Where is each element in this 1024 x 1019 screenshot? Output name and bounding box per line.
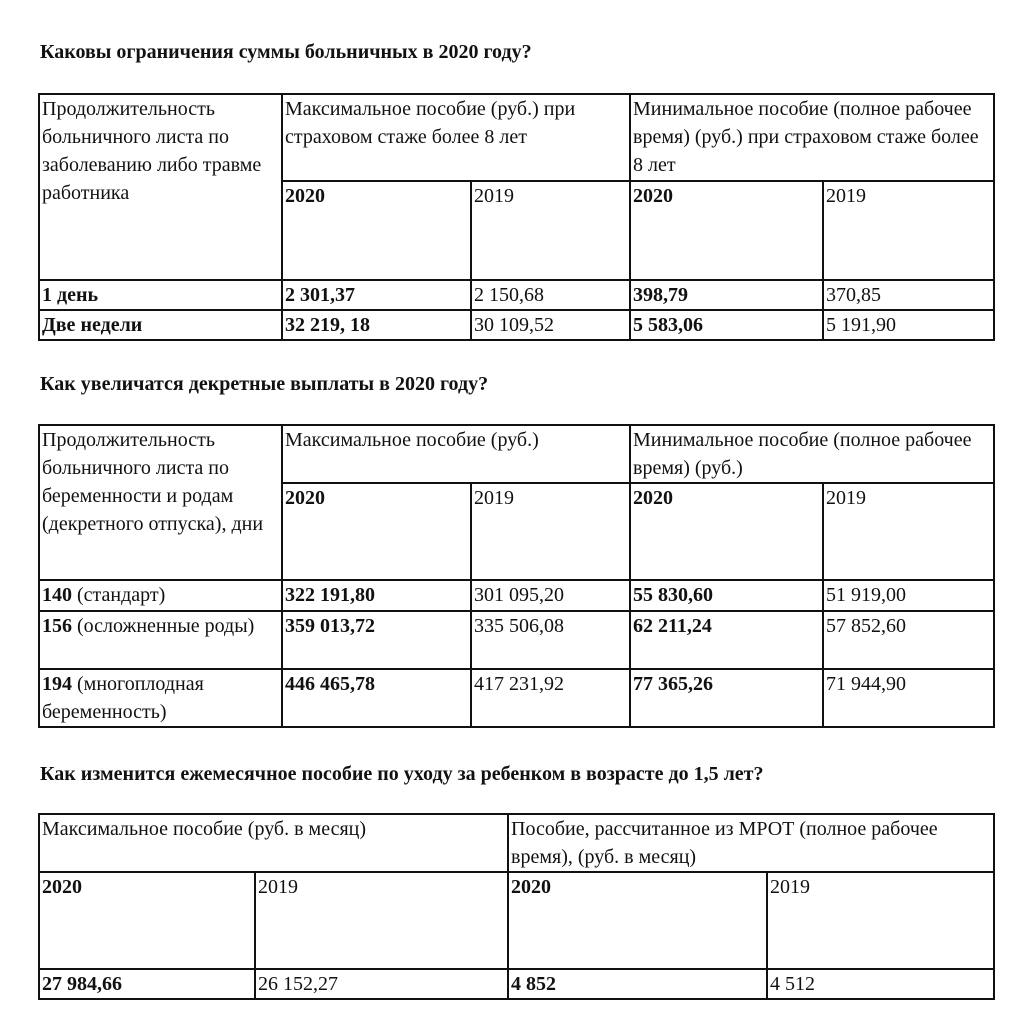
value-cell: 2 150,68 bbox=[471, 280, 630, 310]
section3-title: Как изменится ежемесячное пособие по уходу за ребенком в возрасте до 1,5 лет? bbox=[40, 763, 764, 785]
year-2019-header: 2019 bbox=[255, 872, 508, 969]
year-2020-header: 2020 bbox=[630, 483, 823, 580]
row-label: Две недели bbox=[39, 310, 282, 340]
maternity-benefits-table bbox=[38, 424, 995, 728]
min-benefit-header: Минимальное пособие (полное рабочее время) (руб.) bbox=[630, 425, 994, 483]
value-cell: 62 211,24 bbox=[630, 611, 823, 669]
value-cell: 77 365,26 bbox=[630, 669, 823, 727]
table-row bbox=[39, 969, 994, 999]
duration-header: Продолжительность больничного листа по беременности и родам (декретного отпуска), дни bbox=[39, 425, 282, 580]
mrot-benefit-header: Пособие, рассчитанное из МРОТ (полное рабочее время), (руб. в месяц) bbox=[508, 814, 994, 872]
days-note: (многоплодная беременность) bbox=[42, 673, 204, 723]
year-2020-header: 2020 bbox=[282, 483, 471, 580]
year-header-row bbox=[39, 872, 994, 969]
value-cell: 4 852 bbox=[508, 969, 767, 999]
year-2020-header: 2020 bbox=[508, 872, 767, 969]
row-label bbox=[39, 669, 282, 727]
year-2020-header: 2020 bbox=[39, 872, 255, 969]
value-cell: 370,85 bbox=[823, 280, 994, 310]
value-cell: 417 231,92 bbox=[471, 669, 630, 727]
days-note: (осложненные роды) bbox=[77, 615, 255, 637]
value-cell: 301 095,20 bbox=[471, 580, 630, 611]
sick-leave-limits-table bbox=[38, 93, 995, 341]
min-benefit-header: Минимальное пособие (полное рабочее время) (руб.) при страховом стаже более 8 лет bbox=[630, 94, 994, 181]
value-cell: 322 191,80 bbox=[282, 580, 471, 611]
table-row bbox=[39, 580, 994, 611]
value-cell: 4 512 bbox=[767, 969, 994, 999]
row-label bbox=[39, 580, 282, 611]
max-benefit-header: Максимальное пособие (руб.) при страховом стаже более 8 лет bbox=[282, 94, 630, 181]
value-cell: 359 013,72 bbox=[282, 611, 471, 669]
year-2019-header: 2019 bbox=[767, 872, 994, 969]
row-label bbox=[39, 611, 282, 669]
value-cell: 446 465,78 bbox=[282, 669, 471, 727]
max-benefit-header: Максимальное пособие (руб. в месяц) bbox=[39, 814, 508, 872]
section2-title: Как увеличатся декретные выплаты в 2020 году? bbox=[40, 373, 489, 395]
value-cell: 71 944,90 bbox=[823, 669, 994, 727]
year-2019-header: 2019 bbox=[471, 181, 630, 280]
value-cell: 26 152,27 bbox=[255, 969, 508, 999]
days-value: 156 bbox=[42, 615, 72, 637]
days-note: (стандарт) bbox=[77, 584, 166, 606]
year-2020-header: 2020 bbox=[282, 181, 471, 280]
value-cell: 55 830,60 bbox=[630, 580, 823, 611]
value-cell: 398,79 bbox=[630, 280, 823, 310]
days-value: 194 bbox=[42, 673, 72, 695]
value-cell: 2 301,37 bbox=[282, 280, 471, 310]
value-cell: 32 219, 18 bbox=[282, 310, 471, 340]
table-header-row bbox=[39, 425, 994, 483]
value-cell: 5 191,90 bbox=[823, 310, 994, 340]
table-row bbox=[39, 310, 994, 340]
section1-title: Каковы ограничения суммы больничных в 2020 году? bbox=[40, 41, 532, 63]
table-row bbox=[39, 669, 994, 727]
table-header-row bbox=[39, 814, 994, 872]
table-header-row bbox=[39, 94, 994, 181]
year-2019-header: 2019 bbox=[471, 483, 630, 580]
max-benefit-header: Максимальное пособие (руб.) bbox=[282, 425, 630, 483]
days-value: 140 bbox=[42, 584, 72, 606]
value-cell: 335 506,08 bbox=[471, 611, 630, 669]
year-2020-header: 2020 bbox=[630, 181, 823, 280]
table-row bbox=[39, 611, 994, 669]
table-row bbox=[39, 280, 994, 310]
value-cell: 51 919,00 bbox=[823, 580, 994, 611]
row-label: 1 день bbox=[39, 280, 282, 310]
year-2019-header: 2019 bbox=[823, 483, 994, 580]
year-2019-header: 2019 bbox=[823, 181, 994, 280]
value-cell: 27 984,66 bbox=[39, 969, 255, 999]
value-cell: 5 583,06 bbox=[630, 310, 823, 340]
childcare-allowance-table bbox=[38, 813, 995, 1000]
value-cell: 57 852,60 bbox=[823, 611, 994, 669]
duration-header: Продолжительность больничного листа по заболеванию либо травме работника bbox=[39, 94, 282, 280]
value-cell: 30 109,52 bbox=[471, 310, 630, 340]
